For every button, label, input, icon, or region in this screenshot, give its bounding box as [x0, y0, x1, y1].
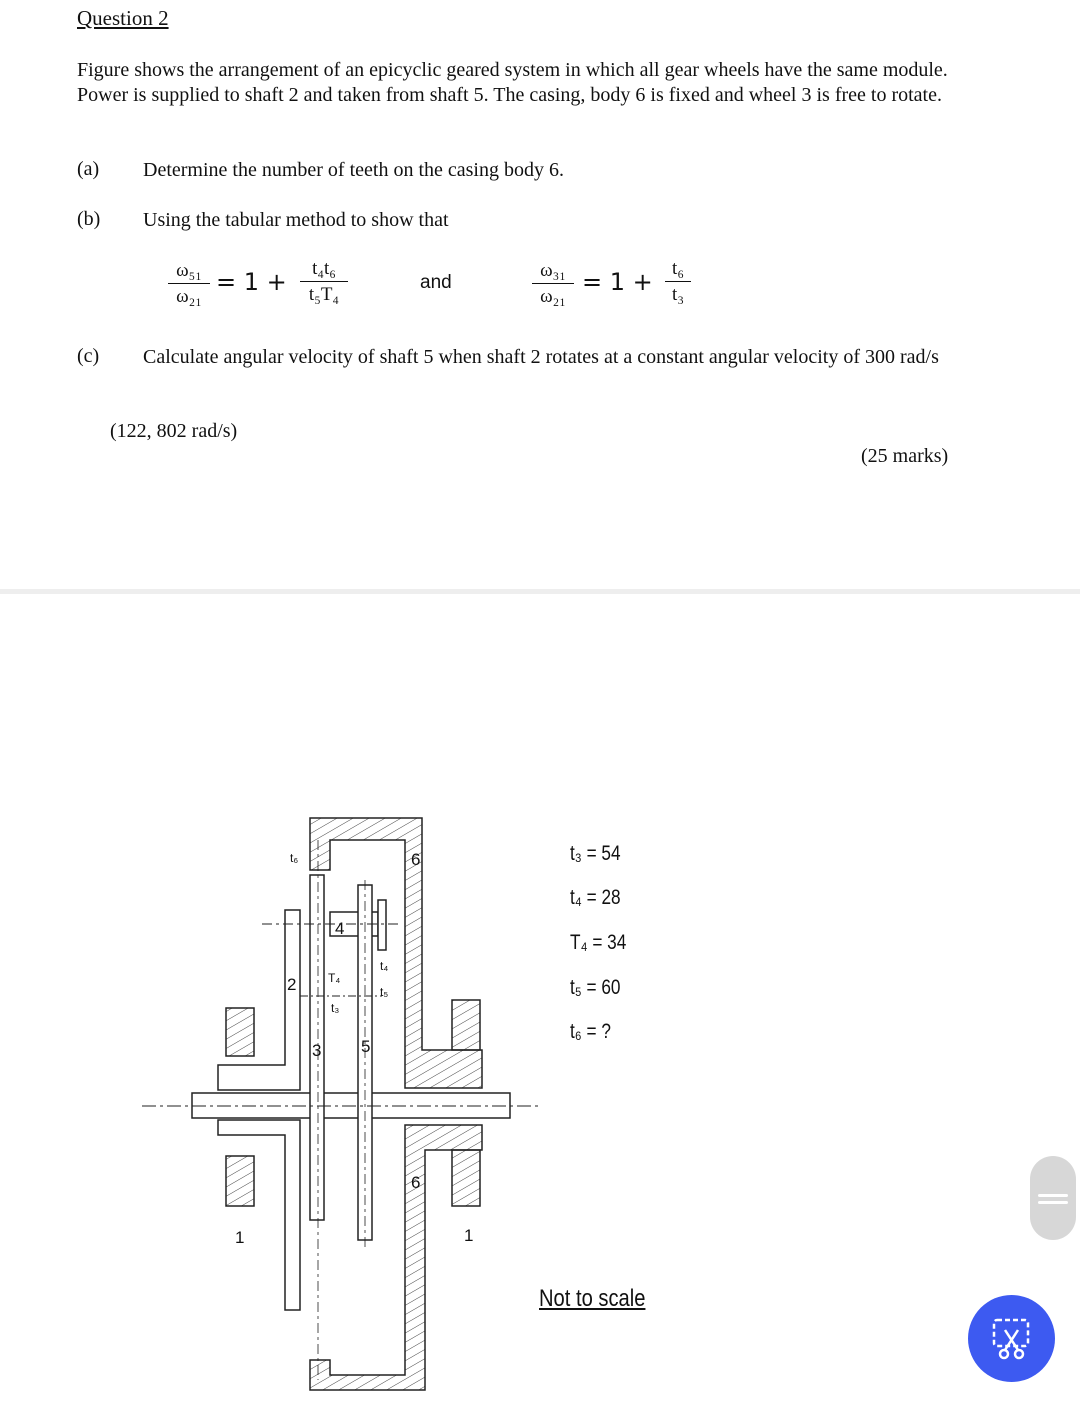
drag-handle-icon-line — [1038, 1201, 1068, 1204]
value-t3: t₃ = 54 — [570, 842, 621, 865]
label-gear4: 4 — [335, 919, 345, 938]
label-ground-left: 1 — [235, 1228, 245, 1247]
label-body6-top: 6 — [411, 850, 421, 869]
marks: (25 marks) — [861, 445, 949, 467]
eq1-lhs-fraction — [168, 260, 210, 308]
value-T4: T₄ = 34 — [570, 931, 627, 954]
eq2-lhs-fraction — [532, 260, 574, 308]
question-title: Question 2 — [77, 6, 169, 30]
eq2-rhs-sign: = 1 + — [582, 268, 653, 296]
eq2-rhs-num: t₆ — [665, 258, 691, 282]
eq1-lhs-num: ω₅₁ — [168, 260, 210, 284]
label-shaft2: 2 — [287, 975, 297, 994]
ground-block-left-bottom — [226, 1156, 254, 1206]
eq1-rhs-fraction — [300, 258, 348, 306]
ground-block-left-top — [226, 1008, 254, 1056]
label-t3: t₃ — [331, 1001, 340, 1015]
epicyclic-gear-figure — [0, 800, 1080, 1413]
drag-handle-icon — [1038, 1194, 1068, 1197]
eq1-rhs-sign: = 1 + — [216, 268, 287, 296]
answer-hint: (122, 802 rad/s) — [110, 420, 238, 442]
eq2-rhs-fraction — [665, 258, 691, 306]
screenshot-scissors-icon — [968, 1295, 1055, 1382]
value-t4: t₄ = 28 — [570, 886, 621, 909]
part-b-label: (b) — [77, 208, 101, 230]
question-intro: Figure shows the arrangement of an epicyclic geared system in which all gear wheels have the same module. Power is supplied to shaft 2 and taken from shaft 5. The casing, body 6 is fixed and wheel 3 is free to rotate. — [77, 59, 948, 106]
label-ground-right: 1 — [464, 1226, 474, 1245]
label-body6-bottom: 6 — [411, 1173, 421, 1192]
part-b-text: Using the tabular method to show that — [143, 209, 449, 231]
eq2-rhs-den: t₃ — [672, 284, 684, 305]
side-scroll-handle[interactable] — [1030, 1156, 1076, 1240]
label-wheel3: 3 — [312, 1041, 322, 1060]
screenshot-fab-button[interactable] — [968, 1295, 1055, 1382]
label-T4: T₄ — [328, 971, 341, 985]
eq1-lhs-den: ω₂₁ — [176, 286, 202, 307]
eq1-rhs-den: t₅T₄ — [308, 284, 340, 305]
equation-connector: and — [420, 272, 452, 293]
part-c-label: (c) — [77, 345, 100, 367]
part-c-text: Calculate angular velocity of shaft 5 when shaft 2 rotates at a constant angular velocity of 300 rad/s — [143, 346, 939, 368]
value-t6: t₆ = ? — [570, 1020, 611, 1043]
eq2-lhs-num: ω₃₁ — [532, 260, 574, 284]
label-t6: t₆ — [290, 851, 299, 865]
eq2-lhs-den: ω₂₁ — [540, 286, 566, 307]
page-divider — [0, 589, 1080, 594]
label-t4: t₄ — [380, 959, 389, 973]
part-a-label: (a) — [77, 158, 100, 180]
part-a-text: Determine the number of teeth on the casing body 6. — [143, 159, 564, 181]
not-to-scale-note: Not to scale — [539, 1285, 646, 1312]
ground-block-right-bottom — [452, 1150, 480, 1206]
ground-block-right-top — [452, 1000, 480, 1050]
value-t5: t₅ = 60 — [570, 976, 621, 999]
eq1-rhs-num: t₄t₆ — [300, 258, 348, 282]
label-shaft5: 5 — [361, 1037, 371, 1056]
label-t5: t₅ — [380, 985, 389, 999]
